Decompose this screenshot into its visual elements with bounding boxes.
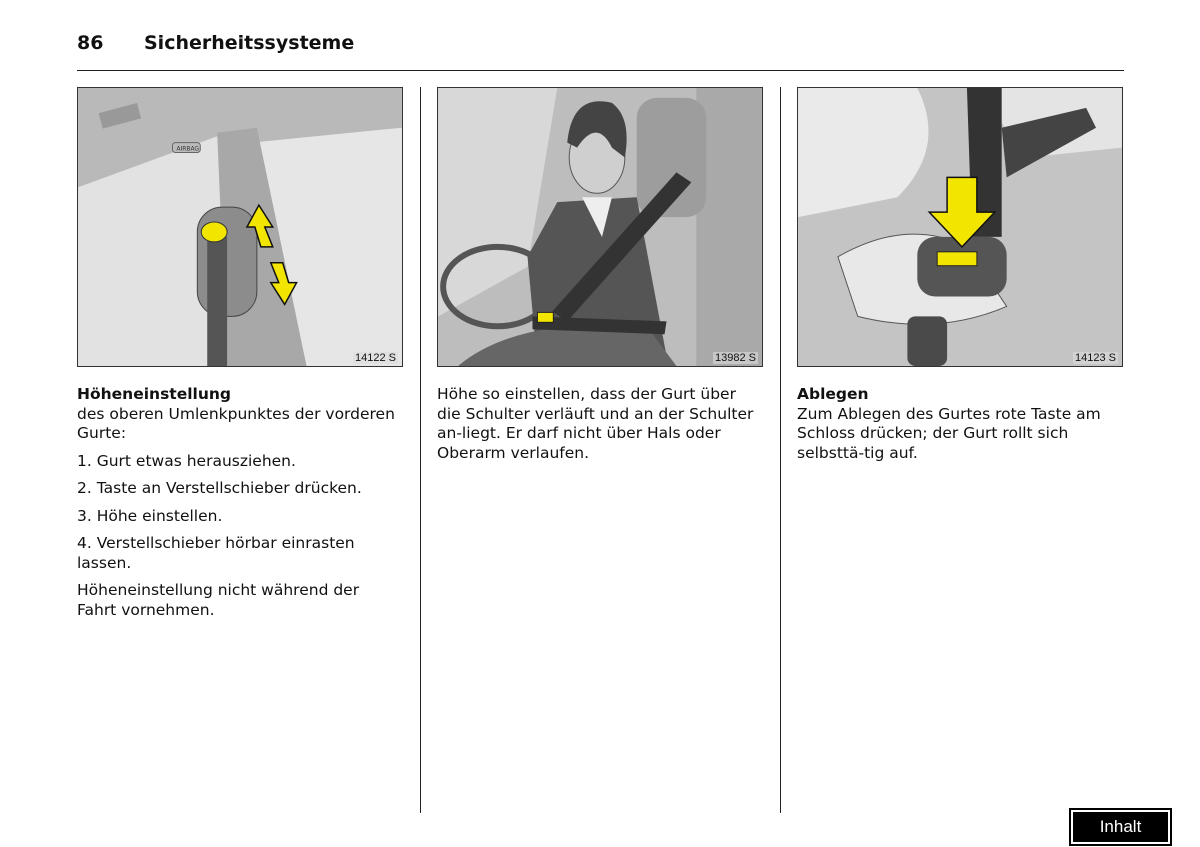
step-3: 3. Höhe einstellen.	[77, 506, 223, 525]
column-divider	[420, 87, 421, 813]
section-title: Sicherheitssysteme	[144, 32, 355, 54]
heading-height-adjustment: Höheneinstellung	[77, 385, 232, 403]
heading-unfasten: Ablegen	[797, 385, 869, 403]
column-unfasten	[797, 87, 1123, 471]
belt-position-text: Höhe so einstellen, dass der Gurt über die Schulter verläuft und an der Schulter an-liegt. Er darf nicht über Hals oder Oberarm verlaufen.	[437, 385, 754, 462]
column-belt-position	[437, 87, 763, 471]
warning-note: Höheneinstellung nicht während der Fahrt vornehmen.	[77, 581, 360, 619]
unfasten-text: Zum Ablegen des Gurtes rote Taste am Schloss drücken; der Gurt rollt sich selbsttä-tig auf.	[797, 404, 1101, 462]
page-header	[77, 30, 1124, 71]
driver-illustration	[438, 88, 762, 366]
figure-belt-height-adjuster	[77, 87, 403, 367]
figure-driver-with-belt	[437, 87, 763, 367]
figure-code: 13982 S	[715, 352, 756, 364]
contents-button-frame	[1069, 808, 1172, 846]
column-divider	[780, 87, 781, 813]
step-1: 1. Gurt etwas herausziehen.	[77, 451, 296, 470]
column-height-adjustment	[77, 87, 403, 628]
belt-adjuster-illustration	[78, 88, 402, 366]
page-number: 86	[77, 32, 104, 54]
intro-text: des oberen Umlenkpunktes der vorderen Gurte:	[77, 404, 395, 442]
figure-code: 14123 S	[1075, 352, 1116, 364]
step-2: 2. Taste an Verstellschieber drücken.	[77, 479, 362, 497]
airbag-label: AIRBAG	[176, 145, 200, 153]
contents-button[interactable]: Inhalt	[1073, 812, 1168, 842]
step-4: 4. Verstellschieber hörbar einrasten lassen.	[77, 534, 355, 572]
figure-buckle-release	[797, 87, 1123, 367]
buckle-illustration	[798, 88, 1122, 366]
figure-code: 14122 S	[355, 352, 396, 364]
